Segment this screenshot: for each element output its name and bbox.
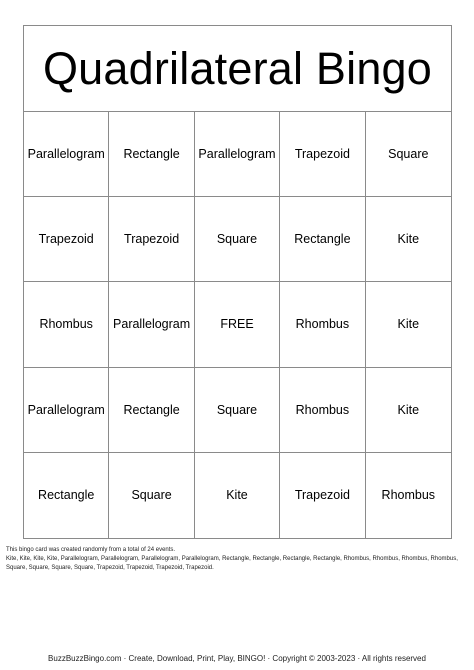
bingo-cell: Rhombus <box>280 368 365 453</box>
bingo-cell: Parallelogram <box>24 368 109 453</box>
generation-note <box>6 546 468 573</box>
bingo-cell: Trapezoid <box>280 112 365 197</box>
bingo-cell: Trapezoid <box>280 453 365 538</box>
bingo-cell: Parallelogram <box>195 112 280 197</box>
bingo-card <box>23 25 452 539</box>
card-title: Quadrilateral Bingo <box>42 43 433 94</box>
bingo-cell: Square <box>195 368 280 453</box>
bingo-cell: Trapezoid <box>109 197 194 282</box>
bingo-cell: Kite <box>366 282 451 367</box>
note-event-list: Kite, Kite, Kite, Kite, Parallelogram, Parallelogram, Parallelogram, Parallelogram, Rectangle, Rectangle, Rectangle, Rectangle, Rhombus, Rhombus, Rhombus, Rhombus, Square, Square, Square, Square, Trapezoid, Trapezoid, Trapezoid, Trapezoid. <box>6 556 458 571</box>
bingo-cell: Kite <box>195 453 280 538</box>
bingo-cell: Parallelogram <box>24 112 109 197</box>
bingo-cell: Square <box>195 197 280 282</box>
bingo-cell: Kite <box>366 368 451 453</box>
bingo-cell: Rectangle <box>109 368 194 453</box>
bingo-cell: Rhombus <box>24 282 109 367</box>
bingo-cell: Rectangle <box>280 197 365 282</box>
bingo-grid <box>24 112 451 538</box>
title-box <box>24 26 451 112</box>
bingo-cell: Square <box>109 453 194 538</box>
footer-credit: BuzzBuzzBingo.com · Create, Download, Print, Play, BINGO! · Copyright © 2003-2023 · All rights reserved <box>48 654 426 663</box>
bingo-cell: Kite <box>366 197 451 282</box>
bingo-cell: Rhombus <box>280 282 365 367</box>
bingo-cell: Parallelogram <box>109 282 194 367</box>
bingo-cell: Rhombus <box>381 488 436 503</box>
bingo-cell: Trapezoid <box>24 197 109 282</box>
bingo-cell: Square <box>366 112 451 197</box>
bingo-cell: Rectangle <box>109 112 194 197</box>
bingo-cell: Rectangle <box>24 453 109 538</box>
free-space-cell: FREE <box>195 282 280 367</box>
note-summary: This bingo card was created randomly from a total of 24 events. <box>6 547 176 553</box>
